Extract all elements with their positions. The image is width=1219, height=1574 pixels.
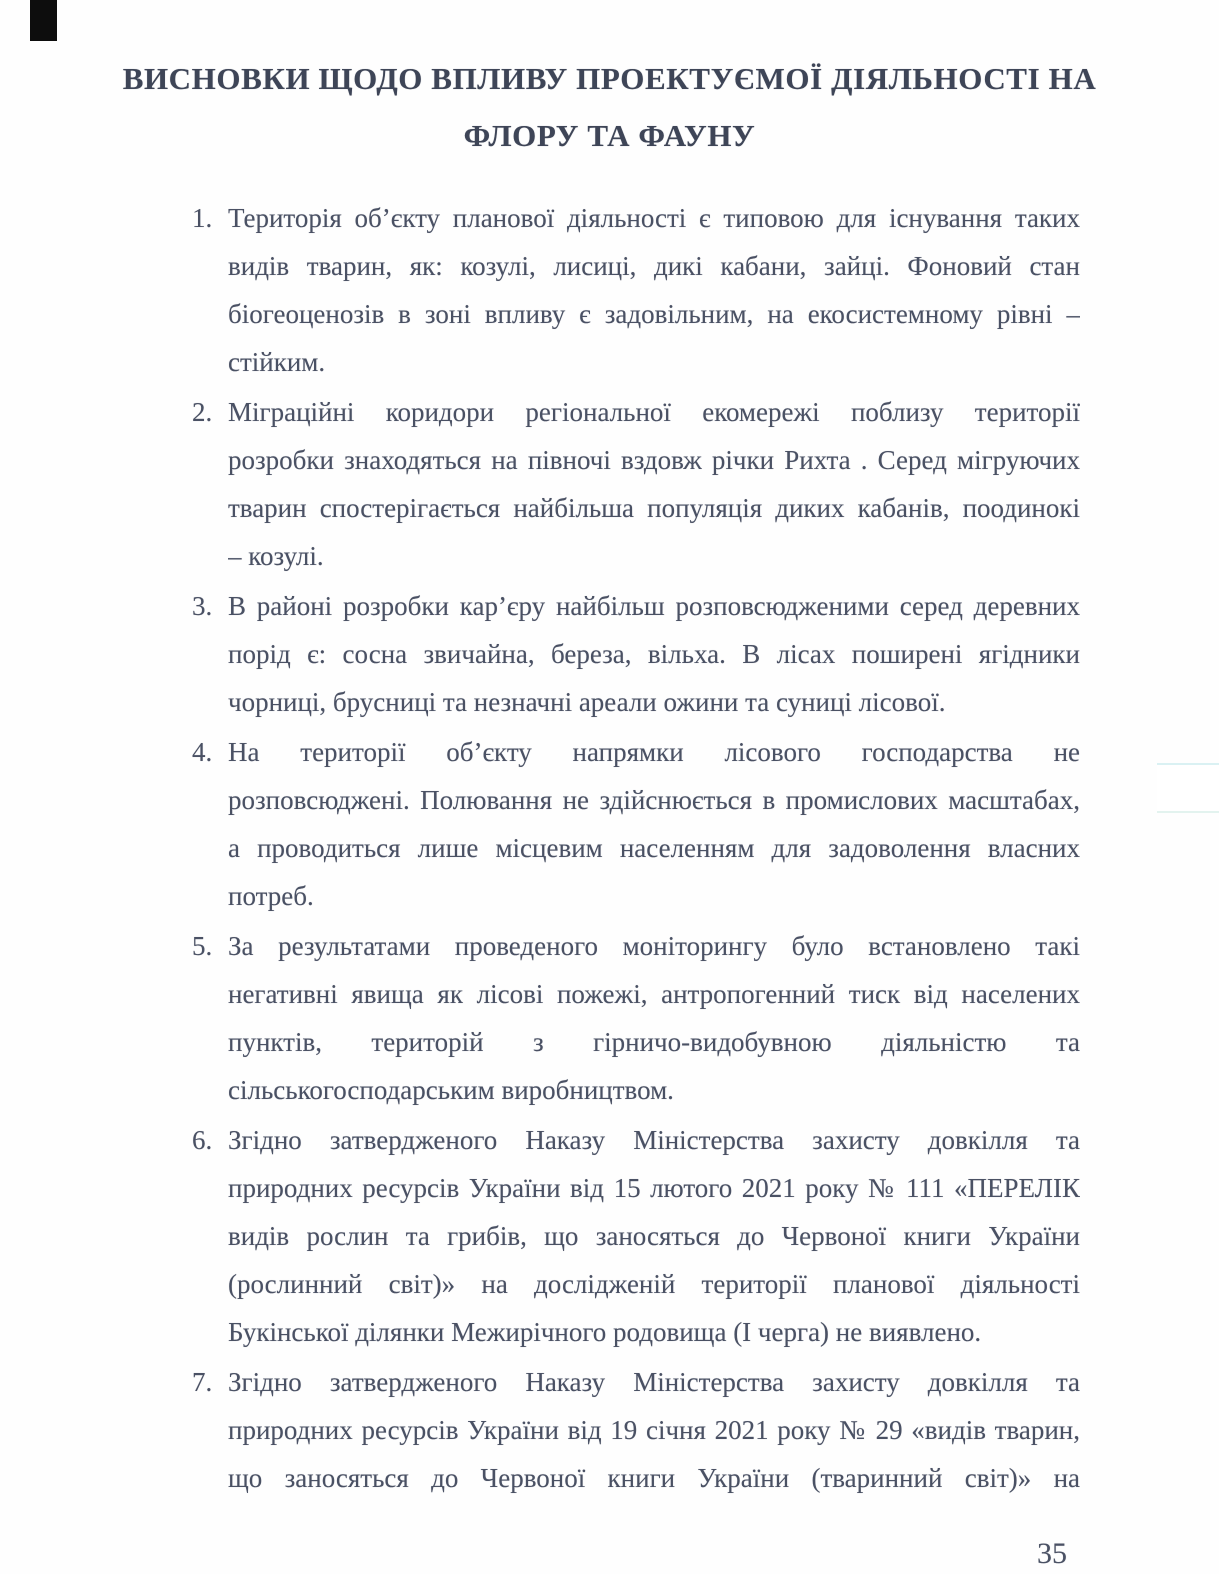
text-line: сільськогосподарським виробництвом. [228,1075,674,1105]
list-item-lines [228,194,1080,386]
page-title [0,0,1219,164]
list-item-number: 4. [192,737,213,767]
list-item-lines [228,922,1080,1114]
list-item [192,194,1080,386]
list-item-number: 5. [192,931,213,961]
list-item [192,922,1080,1114]
text-line: що заносяться до Червоної книги України (тваринний світ)» на [228,1463,1080,1493]
list-item [192,1358,1080,1502]
list-item-number: 7. [192,1367,213,1397]
text-line: видів тварин, як: козулі, лисиці, дикі кабани, зайці. Фоновий стан [228,251,1080,281]
text-line: чорниці, брусниці та незначні ареали ожини та суниці лісової. [228,687,946,717]
text-line: розповсюджені. Полювання не здійснюється в промислових масштабах, [228,785,1080,815]
list-item [192,388,1080,580]
list-item-number: 2. [192,397,213,427]
text-line: – козулі. [228,541,324,571]
conclusions-list [192,194,1080,1502]
list-item-lines [228,728,1080,920]
list-item [192,728,1080,920]
page-title-line1: ВИСНОВКИ ЩОДО ВПЛИВУ ПРОЕКТУЄМОЇ ДІЯЛЬНОСТІ НА [122,61,1097,96]
text-line: тварин спостерігається найбільша популяція диких кабанів, поодинокі [228,493,1080,523]
list-item-number: 6. [192,1125,213,1155]
list-item-number: 3. [192,591,213,621]
text-line: пунктів, територій з гірничо-видобувною діяльністю та [228,1027,1080,1057]
page-title-line2: ФЛОРУ ТА ФАУНУ [463,118,756,153]
text-line: розробки знаходяться на півночі вздовж річки Рихта . Серед мігруючих [228,445,1080,475]
text-line: Згідно затвердженого Наказу Міністерства захисту довкілля та [228,1367,1080,1397]
list-item-lines [228,388,1080,580]
text-line: негативні явища як лісові пожежі, антропогенний тиск від населених [228,979,1080,1009]
text-line: видів рослин та грибів, що заносяться до Червоної книги України [228,1221,1080,1251]
list-item-lines [228,582,1080,726]
text-line: потреб. [228,881,314,911]
text-line: В районі розробки кар’єру найбільш розповсюдженими серед деревних [228,591,1080,621]
text-line: (рослинний світ)» на дослідженій території планової діяльності [228,1269,1080,1299]
page-number: 35 [1037,1537,1067,1570]
scan-artifact-right-edge [1157,763,1219,813]
text-line: Букінської ділянки Межирічного родовища (І черга) не виявлено. [228,1317,982,1347]
text-line: порід є: сосна звичайна, береза, вільха. В лісах поширені ягідники [228,639,1080,669]
text-line: Територія об’єкту планової діяльності є типовою для існування таких [228,203,1080,233]
list-item [192,1116,1080,1356]
scan-artifact-mark [30,0,57,41]
text-line: Міграційні коридори регіональної екомережі поблизу території [228,397,1080,427]
text-line: За результатами проведеного моніторингу було встановлено такі [228,931,1080,961]
text-line: стійким. [228,347,326,377]
list-item-lines [228,1358,1080,1502]
text-line: а проводиться лише місцевим населенням для задоволення власних [228,833,1080,863]
text-line: Згідно затвердженого Наказу Міністерства захисту довкілля та [228,1125,1080,1155]
text-line: природних ресурсів України від 19 січня 2021 року № 29 «видів тварин, [228,1415,1080,1445]
list-item [192,582,1080,726]
text-line: біогеоценозів в зоні впливу є задовільним, на екосистемному рівні – [228,299,1080,329]
list-item-lines [228,1116,1080,1356]
text-line: природних ресурсів України від 15 лютого 2021 року № 111 «ПЕРЕЛІК [228,1173,1080,1203]
text-line: На території об’єкту напрямки лісового господарства не [228,737,1080,767]
list-item-number: 1. [192,203,213,233]
